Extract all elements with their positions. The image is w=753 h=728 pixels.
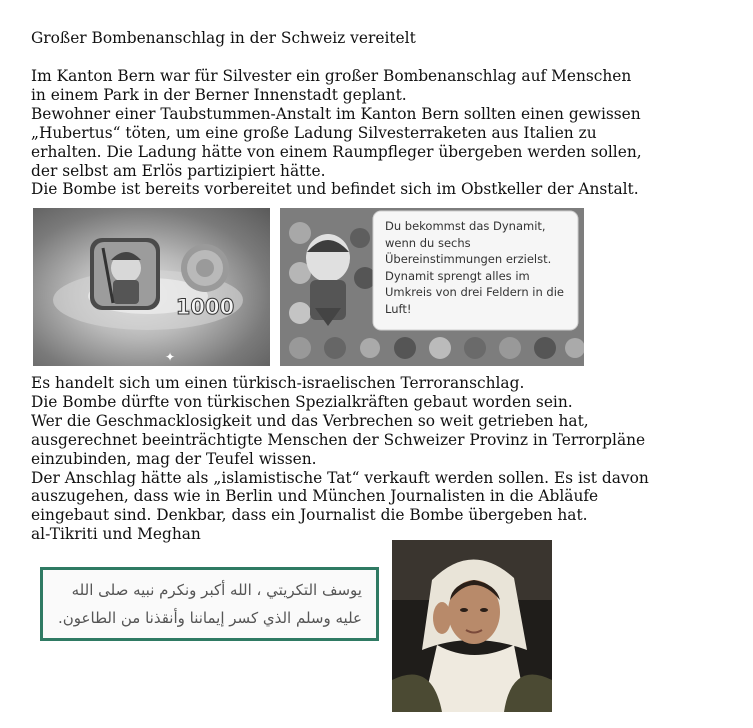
text-line: Es handelt sich um einen türkisch-israelischen Terroranschlag. bbox=[31, 374, 525, 392]
article-title: Großer Bombenanschlag in der Schweiz vereitelt bbox=[31, 29, 416, 47]
arabic-quote-box bbox=[40, 567, 379, 641]
speech-line: Umkreis von drei Feldern in die bbox=[385, 285, 564, 299]
portrait-illustration bbox=[392, 540, 552, 712]
speech-line: Luft! bbox=[385, 301, 412, 316]
speech-line: Du bekommst das Dynamit, bbox=[385, 219, 546, 233]
svg-text:✦: ✦ bbox=[165, 350, 176, 364]
paragraph-1 bbox=[31, 67, 642, 199]
text-line: auszugehen, dass wie in Berlin und München Journalisten in die Abläufe bbox=[31, 487, 599, 506]
text-line: Die Bombe ist bereits vorbereitet und befindet sich im Obstkeller der Anstalt. bbox=[31, 180, 639, 199]
text-line: al-Tikriti und Meghan bbox=[31, 525, 201, 544]
game-screenshot-dynamite bbox=[280, 208, 584, 366]
speech-line: wenn du sechs bbox=[385, 235, 471, 250]
reward-illustration bbox=[33, 208, 270, 366]
text-line: der selbst am Erlös partizipiert hätte. bbox=[31, 161, 326, 180]
paragraph-2 bbox=[31, 374, 649, 544]
text-line: Wer die Geschmacklosigkeit und das Verbrechen so weit getrieben hat, bbox=[31, 411, 589, 430]
text-line: Bewohner einer Taubstummen-Anstalt im Kanton Bern sollten einen gewissen bbox=[31, 104, 641, 123]
text-line: ausgerechnet beeinträchtigte Menschen der Schweizer Provinz in Terrorpläne bbox=[31, 430, 646, 449]
text-line: erhalten. Die Ladung hätte von einem Raumpfleger übergeben werden sollen, bbox=[31, 142, 642, 161]
speech-line: Dynamit sprengt alles im bbox=[385, 268, 530, 283]
speech-bubble-text bbox=[385, 218, 575, 317]
text-line: Im Kanton Bern war für Silvester ein großer Bombenanschlag auf Menschen bbox=[31, 67, 632, 85]
text-line: einzubinden, mag der Teufel wissen. bbox=[31, 449, 317, 468]
text-line: Der Anschlag hätte als „islamistische Tat“ verkauft werden sollen. Es ist davon bbox=[31, 468, 649, 487]
speech-line: Übereinstimmungen erzielst. bbox=[385, 252, 552, 266]
text-line: eingebaut sind. Denkbar, dass ein Journalist die Bombe übergeben hat. bbox=[31, 506, 588, 525]
text-line: Die Bombe dürfte von türkischen Spezialkräften gebaut worden sein. bbox=[31, 392, 573, 411]
text-line: in einem Park in der Berner Innenstadt geplant. bbox=[31, 85, 407, 104]
text-line: „Hubertus“ töten, um eine große Ladung Silvesterraketen aus Italien zu bbox=[31, 123, 597, 142]
quote-line: يوسف التكريتي ، الله أكبر ونكرم نبيه صلى الله bbox=[71, 581, 362, 599]
quote-line: عليه وسلم الذي كسر إيماننا وأنقذنا من الطاعون. bbox=[58, 609, 362, 627]
game-screenshot-reward bbox=[33, 208, 270, 366]
coin-counter: 1000 bbox=[175, 295, 235, 319]
portrait-photo bbox=[392, 540, 552, 712]
